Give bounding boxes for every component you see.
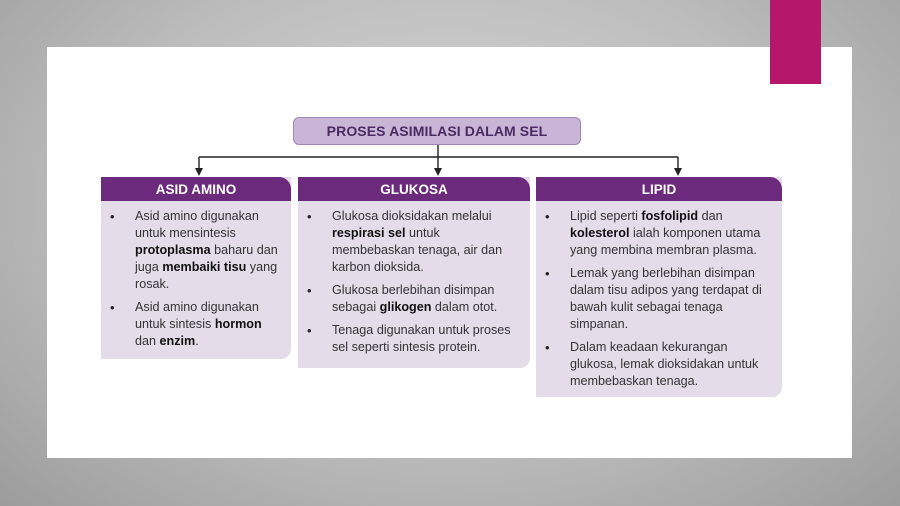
text-segment: Asid amino digunakan untuk mensintesis: [135, 209, 259, 240]
text-segment: Lemak yang berlebihan disimpan dalam tisu adipos yang terdapat di bawah kulit sebagai tenaga simpanan.: [570, 266, 762, 331]
list-item: [298, 282, 522, 316]
column-lipid: [536, 177, 782, 397]
bold-term: glikogen: [379, 300, 432, 314]
list-item: [536, 265, 774, 333]
bullet-list: [536, 201, 782, 390]
diagram-title: PROSES ASIMILASI DALAM SEL: [293, 117, 581, 145]
text-segment: dan: [135, 334, 160, 348]
text-segment: Dalam keadaan kekurangan glukosa, lemak dioksidakan untuk membebaskan tenaga.: [570, 340, 759, 388]
text-segment: Glukosa berlebihan disimpan sebagai: [332, 283, 495, 314]
text-segment: untuk membebaskan tenaga, air dan karbon dioksida.: [332, 226, 503, 274]
list-item: [536, 339, 774, 390]
text-segment: Tenaga digunakan untuk proses sel seperti sintesis protein.: [332, 323, 511, 354]
bullet-list: [298, 201, 530, 356]
list-item: [536, 208, 774, 259]
list-item: [298, 322, 522, 356]
text-segment: yang rosak.: [135, 260, 278, 291]
column-glukosa: [298, 177, 530, 368]
bold-term: respirasi sel: [332, 226, 406, 240]
list-item: [101, 299, 283, 350]
text-segment: baharu dan juga: [135, 243, 278, 274]
text-segment: .: [195, 334, 199, 348]
bold-term: enzim: [159, 334, 196, 348]
list-item: [101, 208, 283, 293]
bold-term: membaiki tisu: [162, 260, 247, 274]
column-heading: GLUKOSA: [298, 177, 530, 201]
bold-term: hormon: [214, 317, 262, 331]
column-asid-amino: [101, 177, 291, 359]
column-heading: LIPID: [536, 177, 782, 201]
list-item: [298, 208, 522, 276]
text-segment: Lipid seperti: [570, 209, 642, 223]
bold-term: kolesterol: [570, 226, 630, 240]
bullet-list: [101, 201, 291, 350]
text-segment: Asid amino digunakan untuk sintesis: [135, 300, 259, 331]
text-segment: Glukosa dioksidakan melalui: [332, 209, 492, 223]
bold-term: protoplasma: [135, 243, 211, 257]
text-segment: ialah komponen utama yang membina membran plasma.: [570, 226, 761, 257]
text-segment: dalam otot.: [431, 300, 498, 314]
column-heading: ASID AMINO: [101, 177, 291, 201]
text-segment: dan: [698, 209, 723, 223]
bold-term: fosfolipid: [641, 209, 699, 223]
